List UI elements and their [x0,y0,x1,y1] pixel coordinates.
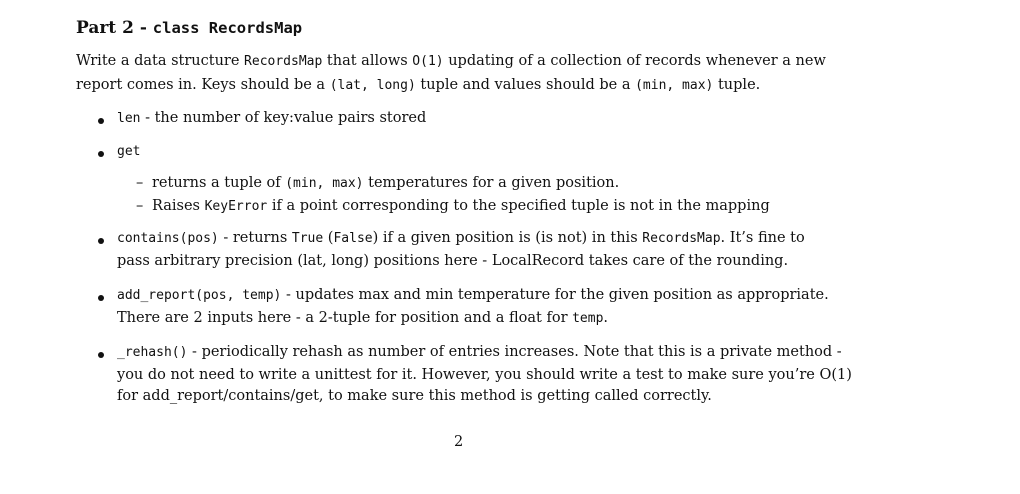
item-len [117,110,426,126]
text-run: ( [323,230,334,246]
text-run: Raises [152,198,205,214]
heading-part: Part 2 - [76,18,153,38]
item-contains-line-1 [117,230,805,246]
text-run: . It’s fine to [720,230,805,246]
text-run: - the number of key:value pairs stored [140,110,427,126]
text-run: that allows [322,53,413,69]
text-run: tuple and values should be a [415,77,636,93]
code-run: RecordsMap [642,231,721,246]
dash-get-2: – [136,198,144,214]
dash-get-1: – [136,175,144,191]
text-run: updating of a collection of records whenever a new [443,53,826,69]
item-add-report-line-1 [117,287,829,303]
code-run: get [117,144,141,159]
item-rehash-line-1 [117,344,842,360]
text-run: - returns [218,230,292,246]
code-run: (lat, long) [329,78,416,93]
code-run: add_report(pos, temp) [117,288,282,303]
bullet-rehash [98,352,104,358]
item-get [117,143,140,159]
item-get-sub-1 [152,175,619,191]
text-run: - updates max and min temperature for the given position as appropriate. [281,287,829,303]
intro-line-1 [76,53,826,69]
code-run: False [333,231,373,246]
code-run: (min, max) [635,78,714,93]
bullet-contains [98,238,104,244]
code-run: True [291,231,324,246]
text-run: pass arbitrary precision (lat, long) positions here - LocalRecord takes care of the rounding. [117,253,789,269]
text-run: - periodically rehash as number of entries increases. Note that this is a private method - [187,344,842,360]
text-run: . [603,310,609,326]
heading-class-name: class RecordsMap [152,19,303,37]
text-run: returns a tuple of [152,175,286,191]
intro-line-2 [76,77,760,93]
code-run: RecordsMap [244,54,323,69]
code-run: temp [572,311,604,326]
bullet-len [98,118,104,124]
code-run: KeyError [204,199,268,214]
code-run: contains(pos) [117,231,219,246]
text-run: if a point corresponding to the specified tuple is not in the mapping [267,198,770,214]
text-run: There are 2 inputs here - a 2-tuple for position and a float for [117,310,573,326]
code-run: O(1) [412,54,444,69]
item-get-sub-2 [152,198,770,214]
text-run: Write a data structure [76,53,245,69]
code-run: (min, max) [285,176,364,191]
item-contains-line-2 [117,253,788,269]
code-run: _rehash() [117,345,188,360]
page-number: 2 [454,434,464,450]
text-run: report comes in. Keys should be a [76,77,330,93]
text-run: you do not need to write a unittest for it. However, you should write a test to make sure you’re O(1) [117,367,852,383]
section-heading [76,18,302,38]
code-run: len [117,111,141,126]
text-run: ) if a given position is (is not) in this [372,230,643,246]
item-rehash-line-3 [117,388,712,404]
bullet-add-report [98,295,104,301]
text-run: temperatures for a given position. [363,175,620,191]
text-run: tuple. [713,77,761,93]
item-rehash-line-2 [117,367,852,383]
bullet-get [98,151,104,157]
item-add-report-line-2 [117,310,608,326]
text-run: for add_report/contains/get, to make sure this method is getting called correctly. [117,388,712,404]
